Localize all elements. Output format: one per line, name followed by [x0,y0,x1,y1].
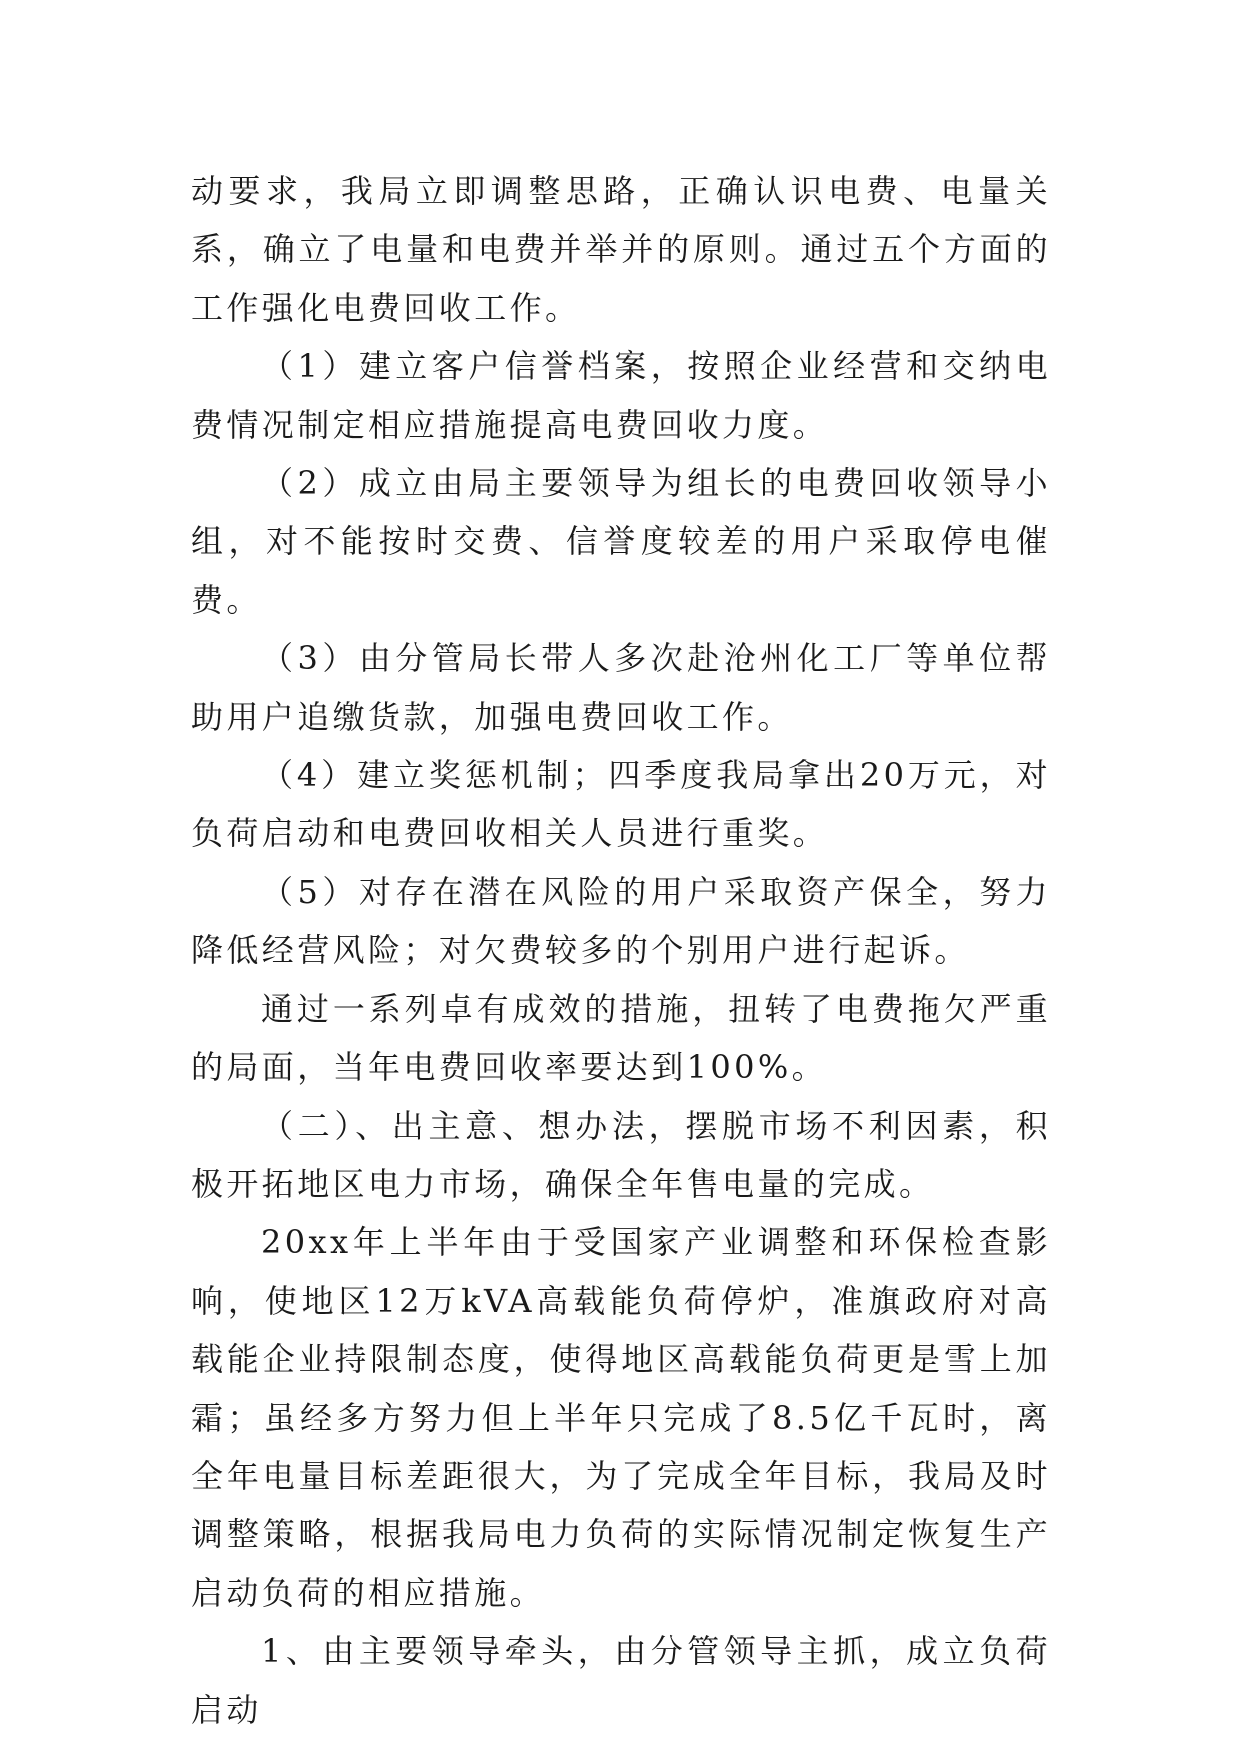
paragraph-summary: 通过一系列卓有成效的措施，扭转了电费拖欠严重的局面，当年电费回收率要达到100%。 [191,989,1051,1087]
paragraph-item-3: （3）由分管局长带人多次赴沧州化工厂等单位帮助用户追缴货款，加强电费回收工作。 [191,639,1051,736]
paragraph-item-1: （1）建立客户信誉档案，按照企业经营和交纳电费情况制定相应措施提高电费回收力度。 [191,347,1051,444]
section-heading-2: （二）、出主意、想办法，摆脱市场不利因素，积极开拓地区电力市场，确保全年售电量的完成。 [191,1106,1051,1203]
paragraph-item-4: （4）建立奖惩机制；四季度我局拿出20万元，对负荷启动和电费回收相关人员进行重奖。 [191,756,1051,853]
paragraph-item-5: （5）对存在潜在风险的用户采取资产保全，努力降低经营风险；对欠费较多的个别用户进行起诉。 [191,872,1051,970]
document-body [191,162,1051,1739]
paragraph-continuation: 动要求，我局立即调整思路，正确认识电费、电量关系，确立了电量和电费并举并的原则。通过五个方面的工作强化电费回收工作。 [191,172,1051,327]
paragraph-step-1: 1、由主要领导牵头，由分管领导主抓，成立负荷启动 [191,1632,1051,1729]
paragraph-item-2: （2）成立由局主要领导为组长的电费回收领导小组，对不能按时交费、信誉度较差的用户采取停电催费。 [191,464,1051,619]
paragraph-market: 20xx年上半年由于受国家产业调整和环保检查影响，使地区12万kVA高载能负荷停炉，准旗政府对高载能企业持限制态度，使得地区高载能负荷更是雪上加霜；虽经多方努力但上半年只完成了8.5亿千瓦时，离全年电量目标差距很大，为了完成全年目标，我局及时调整策略，根据我局电力负荷的实际情况制定恢复生产启动负荷的相应措施。 [191,1223,1051,1612]
